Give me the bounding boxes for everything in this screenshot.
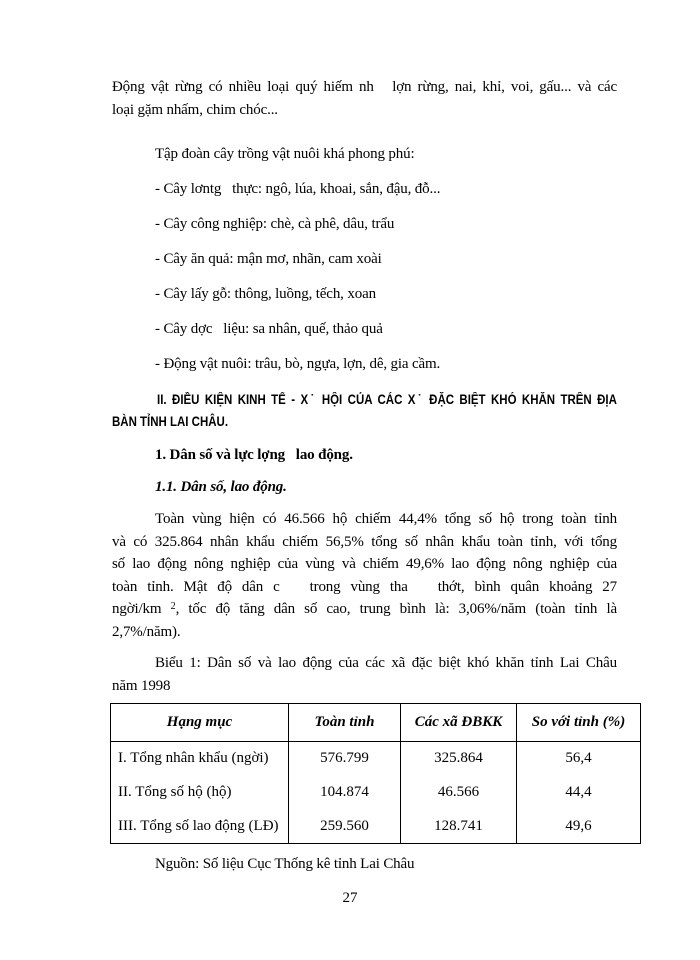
text-line: loại gặm nhấm, chim chóc... xyxy=(112,101,278,118)
cell-label: II. Tổng số hộ (hộ) xyxy=(111,776,289,810)
cell-value: 46.566 xyxy=(401,776,517,810)
col-header-category: Hạng mục xyxy=(111,704,289,742)
list-item: - Cây dợc liệu: sa nhân, quế, thảo quả xyxy=(155,321,383,337)
statistics-table xyxy=(110,703,641,844)
list-item: - Cây ăn quả: mận mơ, nhãn, cam xoài xyxy=(155,251,382,267)
page-number: 27 xyxy=(342,890,358,906)
cell-value: 576.799 xyxy=(289,742,401,776)
heading-1: 1. Dân số và lực lợng lao động. xyxy=(155,446,353,463)
page-body xyxy=(112,76,626,876)
caption-line: Biểu 1: Dân số và lao động của các xã đặc biệt khó khăn tỉnh Lai Châu xyxy=(155,655,617,671)
text-line: và có 325.864 nhân khẩu chiếm 56,5% tổng số nhân khẩu toàn tỉnh, với tổng xyxy=(112,533,617,550)
text-line: Động vật rừng có nhiều loại quý hiếm nh lợn rừng, nai, khỉ, voi, gấu... và các xyxy=(112,79,617,95)
text-segment: , tốc độ tăng dân số cao, trung bình là: 3,06%/năm (toàn tỉnh là xyxy=(175,601,617,617)
table-row xyxy=(111,742,641,776)
cell-value: 259.560 xyxy=(289,810,401,844)
section-heading-ii xyxy=(112,389,617,434)
cell-value: 104.874 xyxy=(289,776,401,810)
col-header-percent-vs-province: So với tỉnh (%) xyxy=(517,704,641,742)
table-caption xyxy=(112,652,617,697)
cell-label: I. Tổng nhân khẩu (ngời) xyxy=(111,742,289,776)
text-line: số lao động nông nghiệp của vùng và chiếm 49,6% lao động nông nghiệp của xyxy=(112,556,617,572)
cell-value: 128.741 xyxy=(401,810,517,844)
col-header-province-total: Toàn tỉnh xyxy=(289,704,401,742)
table-row xyxy=(111,776,641,810)
cell-value: 325.864 xyxy=(401,742,517,776)
heading-line: BÀN TỈNH LAI CHÂU. xyxy=(112,414,229,429)
paragraph-population xyxy=(112,508,617,643)
caption-line: năm 1998 xyxy=(112,677,171,694)
cell-label: III. Tổng số lao động (LĐ) xyxy=(111,810,289,844)
text-line: Toàn vùng hiện có 46.566 hộ chiếm 44,4% tổng số hộ trong toàn tỉnh xyxy=(155,511,617,527)
cell-value: 44,4 xyxy=(517,776,641,810)
table-header-row xyxy=(111,704,641,742)
text-line: toàn tỉnh. Mật độ dân c trong vùng tha thớt, bình quân khoảng 27 xyxy=(112,578,617,595)
cell-value: 49,6 xyxy=(517,810,641,844)
text-line xyxy=(112,598,617,621)
col-header-dbkk-communes: Các xã ĐBKK xyxy=(401,704,517,742)
superscript-2: 2 xyxy=(170,601,176,612)
paragraph-crops-intro: Tập đoàn cây trồng vật nuôi khá phong phú: xyxy=(155,146,415,162)
list-item: - Cây lấy gỗ: thông, luồng, tếch, xoan xyxy=(155,286,376,302)
list-item: - Động vật nuôi: trâu, bò, ngựa, lợn, dê, gia cầm. xyxy=(155,356,441,372)
cell-value: 56,4 xyxy=(517,742,641,776)
list-item: - Cây lơntg thực: ngô, lúa, khoai, sắn, đậu, đỗ... xyxy=(155,181,441,197)
text-line: 2,7%/năm). xyxy=(112,623,181,640)
heading-line: II. ĐIỀU KIỆN KINH TẾ - X˙ HỘI CỦA CÁC X˙ ĐẶC BIỆT KHÓ KHĂN TRÊN ĐỊA xyxy=(157,391,617,407)
table-source-note: Nguồn: Số liệu Cục Thống kê tỉnh Lai Châu xyxy=(155,856,415,872)
heading-1-1: 1.1. Dân số, lao động. xyxy=(155,479,287,495)
text-segment: ngời/km xyxy=(112,601,171,617)
paragraph-forest-animals xyxy=(112,76,617,121)
table-row xyxy=(111,810,641,844)
list-item: - Cây công nghiệp: chè, cà phê, dâu, trẩu xyxy=(155,216,395,232)
